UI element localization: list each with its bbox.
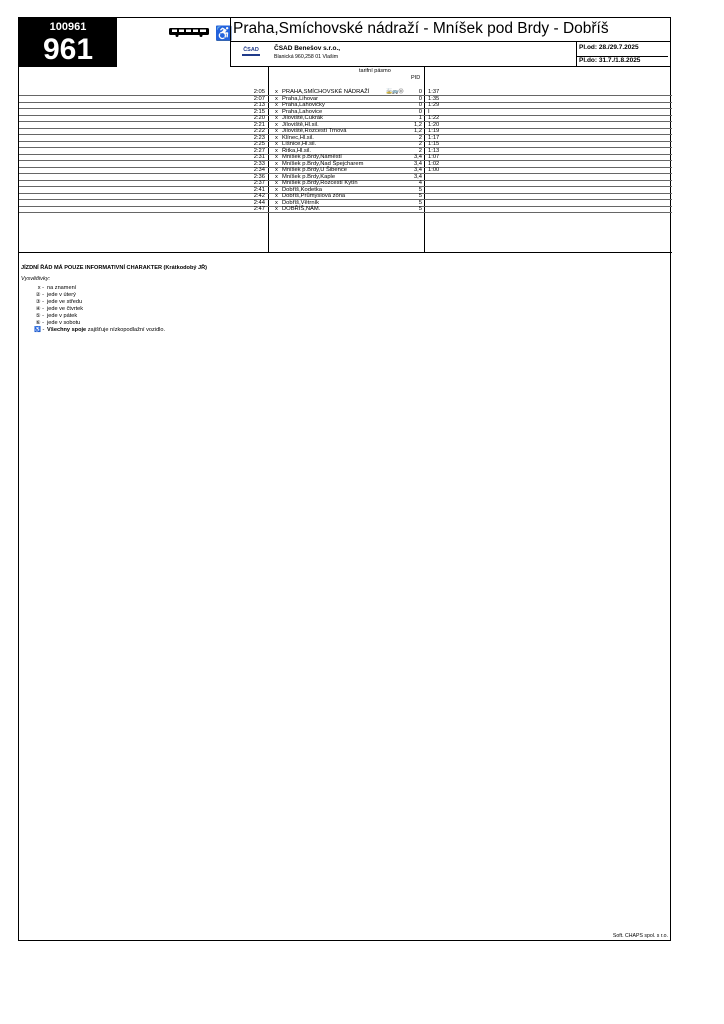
departure-time: 2:07	[253, 95, 265, 102]
departure-time: 2:22	[253, 128, 265, 134]
legend-bold-prefix: Všechny spoje	[47, 327, 87, 333]
bus-icon	[169, 27, 209, 37]
request-stop-mark: x	[275, 167, 278, 173]
departure-time: 2:13	[253, 102, 265, 108]
return-time: 1:13	[428, 147, 440, 154]
tariff-zone: 5	[418, 206, 422, 212]
legend-heading: Vysvětlivky:	[21, 276, 51, 282]
legend-text	[47, 313, 77, 320]
return-time: 1:37	[428, 89, 440, 95]
stop-name: Praha,Lahovičky	[282, 102, 325, 108]
departure-time: 2:42	[253, 193, 265, 199]
legend-symbol: ② -	[35, 292, 44, 298]
return-time: 1:07	[428, 154, 440, 160]
legend-item	[19, 327, 319, 334]
stop-name: Dobříš,Větrník	[282, 199, 320, 206]
departure-time: 2:44	[253, 199, 265, 206]
request-stop-mark: x	[275, 102, 278, 108]
tariff-zone: 3,4	[413, 160, 422, 167]
tariff-zone: 2	[418, 147, 422, 154]
legend-text	[47, 306, 83, 313]
timetable-grid	[19, 67, 672, 253]
zone-header: tarifní pásmo	[359, 68, 391, 74]
stop-name: Jíloviště,Cukrák	[282, 115, 323, 121]
validity-box	[576, 42, 671, 67]
departure-time: 2:21	[253, 121, 265, 128]
pid-header: PID	[411, 75, 421, 81]
tariff-zone: 5	[418, 199, 422, 206]
stop-name: PRAHA,SMÍCHOVSKÉ NÁDRAŽÍ	[282, 89, 370, 95]
request-stop-mark: x	[275, 193, 278, 199]
return-time: 1:19	[428, 128, 440, 134]
legend-symbol: ⑥ -	[35, 320, 44, 326]
stop-name: Mníšek p.Brdy,Náměstí	[282, 154, 342, 160]
return-time: 1:17	[428, 134, 440, 141]
legend-symbol: ④ -	[35, 306, 44, 312]
stop-name: Dobříš,Kodetka	[282, 186, 322, 193]
operator-name: ČSAD Benešov s.r.o.,	[274, 45, 341, 52]
request-stop-mark: x	[275, 199, 278, 206]
stop-name: Praha,Lahovice	[282, 108, 323, 115]
return-time: 1:15	[428, 141, 440, 147]
operator-box	[230, 42, 576, 67]
stop-name: Líšnice,Hl.sil.	[282, 141, 317, 147]
tariff-zone: 2	[418, 134, 422, 141]
request-stop-mark: x	[275, 95, 278, 102]
transfer-icons: 🚋🚌Ⓜ	[386, 89, 404, 95]
valid-from: Pl.od: 28./29.7.2025	[579, 44, 639, 51]
legend-symbol: x -	[37, 285, 44, 291]
legend-item	[19, 292, 319, 299]
request-stop-mark: x	[275, 173, 278, 180]
legend-description: jede ve středu	[47, 299, 83, 305]
departure-time: 2:33	[253, 160, 265, 167]
legend-description: jede v úterý	[47, 292, 76, 298]
departure-time: 2:37	[253, 180, 265, 186]
request-stop-mark: x	[275, 141, 278, 147]
timetable-sheet	[18, 17, 671, 941]
table-row	[19, 206, 672, 213]
stop-name: Mníšek p.Brdy,Rozcestí Kytín	[282, 180, 358, 186]
legend-item	[19, 306, 319, 313]
legend-symbol: ♿ -	[34, 327, 45, 333]
operator-logo-text: ČSAD	[243, 47, 259, 53]
return-time: 1:20	[428, 121, 440, 128]
legend-item	[19, 299, 319, 306]
stop-name: Mníšek p.Brdy,U Šibence	[282, 167, 347, 173]
request-stop-mark: x	[275, 134, 278, 141]
legend-item	[19, 320, 319, 327]
route-code: 100961	[49, 21, 87, 33]
tariff-zone: 0	[418, 89, 422, 95]
route-number-box	[19, 18, 117, 67]
legend-description: jede ve čtvrtek	[47, 306, 84, 312]
request-stop-mark: x	[275, 121, 278, 128]
tariff-zone: 1	[418, 115, 422, 121]
tariff-zone: 3,4	[413, 173, 422, 180]
legend-text	[47, 285, 76, 292]
departure-time: 2:47	[253, 206, 265, 212]
legend-item	[19, 285, 319, 292]
stop-name: Jíloviště,Hl.sil.	[282, 121, 319, 128]
request-stop-mark: x	[275, 180, 278, 186]
request-stop-mark: x	[275, 154, 278, 160]
departure-time: 2:31	[253, 154, 265, 160]
stop-name: Mníšek p.Brdy,Kaple	[282, 173, 336, 180]
departure-time: 2:27	[253, 147, 265, 154]
return-time: 1:35	[428, 95, 440, 102]
tariff-zone: 3,4	[413, 167, 422, 173]
tariff-zone: 5	[418, 193, 422, 199]
stop-name: DOBŘÍŠ,NÁM.	[282, 206, 321, 212]
legend-symbol: ③ -	[35, 299, 44, 305]
departure-time: 2:20	[253, 115, 265, 121]
return-time: 1:29	[428, 102, 440, 108]
route-title: Praha,Smíchovské nádraží - Mníšek pod Brdy - Dobříš	[233, 20, 609, 37]
route-number: 961	[42, 33, 94, 66]
request-stop-mark: x	[275, 128, 278, 134]
tariff-zone: 4	[418, 180, 422, 186]
tariff-zone: 1,2	[413, 121, 422, 128]
stop-name: Praha,Lihovar	[282, 95, 319, 102]
tariff-zone: 0	[418, 102, 422, 108]
legend-text	[47, 292, 76, 299]
notes-title: JÍZDNÍ ŘÁD MÁ POUZE INFORMATIVNÍ CHARAKTER (Krátkodobý JŘ)	[21, 265, 208, 271]
valid-to: Pl.do: 31.7./1.8.2025	[577, 56, 668, 64]
tariff-zone: 0	[418, 95, 422, 102]
tariff-zone: 1,2	[413, 128, 422, 134]
stop-name: Řitka,Hl.sil.	[282, 147, 311, 154]
departure-time: 2:23	[253, 134, 265, 141]
request-stop-mark: x	[275, 147, 278, 154]
stop-name: Mníšek p.Brdy,Nad Špejcharem	[282, 160, 364, 167]
legend-description: jede v pátek	[47, 313, 78, 319]
tariff-zone: 3,4	[413, 154, 422, 160]
departure-time: 2:15	[253, 108, 265, 115]
request-stop-mark: x	[275, 206, 278, 212]
departure-time: 2:41	[253, 186, 265, 193]
request-stop-mark: x	[275, 160, 278, 167]
departure-time: 2:36	[253, 173, 265, 180]
departure-time: 2:05	[253, 89, 265, 95]
stop-name: Dobříš,Průmyslová zóna	[282, 193, 346, 199]
tariff-zone: 2	[418, 141, 422, 147]
stop-name: Klínec,Hl.sil.	[282, 134, 314, 141]
route-title-box	[230, 18, 671, 42]
legend-symbol: ⑤ -	[35, 313, 44, 319]
legend-item	[19, 313, 319, 320]
legend-text	[47, 327, 165, 334]
stop-name: Jíloviště,Rozcestí Trnová	[282, 128, 347, 134]
return-time: 1:00	[428, 167, 440, 173]
return-time: 1:02	[428, 160, 440, 167]
request-stop-mark: x	[275, 186, 278, 193]
departure-time: 2:34	[253, 167, 265, 173]
request-stop-mark: x	[275, 115, 278, 121]
legend-text	[47, 299, 82, 306]
legend-description: zajišťuje nízkopodlažní vozidlo.	[86, 327, 166, 333]
return-time: I	[428, 108, 430, 115]
footer-credit: Soft. CHAPS spol. s r.o.	[612, 933, 668, 939]
tariff-zone: 5	[418, 186, 422, 193]
tariff-zone: 0	[418, 108, 422, 115]
operator-logo	[242, 47, 260, 56]
legend-description: na znamení	[47, 285, 77, 291]
legend-description: jede v sobotu	[47, 320, 81, 326]
return-time: 1:22	[428, 115, 440, 121]
legend-text	[47, 320, 80, 327]
departure-time: 2:25	[253, 141, 265, 147]
request-stop-mark: x	[275, 108, 278, 115]
wheelchair-icon: ♿	[215, 25, 233, 41]
request-stop-mark: x	[275, 89, 278, 95]
operator-address: Blanická 960,258 01 Vlašim	[274, 54, 339, 60]
